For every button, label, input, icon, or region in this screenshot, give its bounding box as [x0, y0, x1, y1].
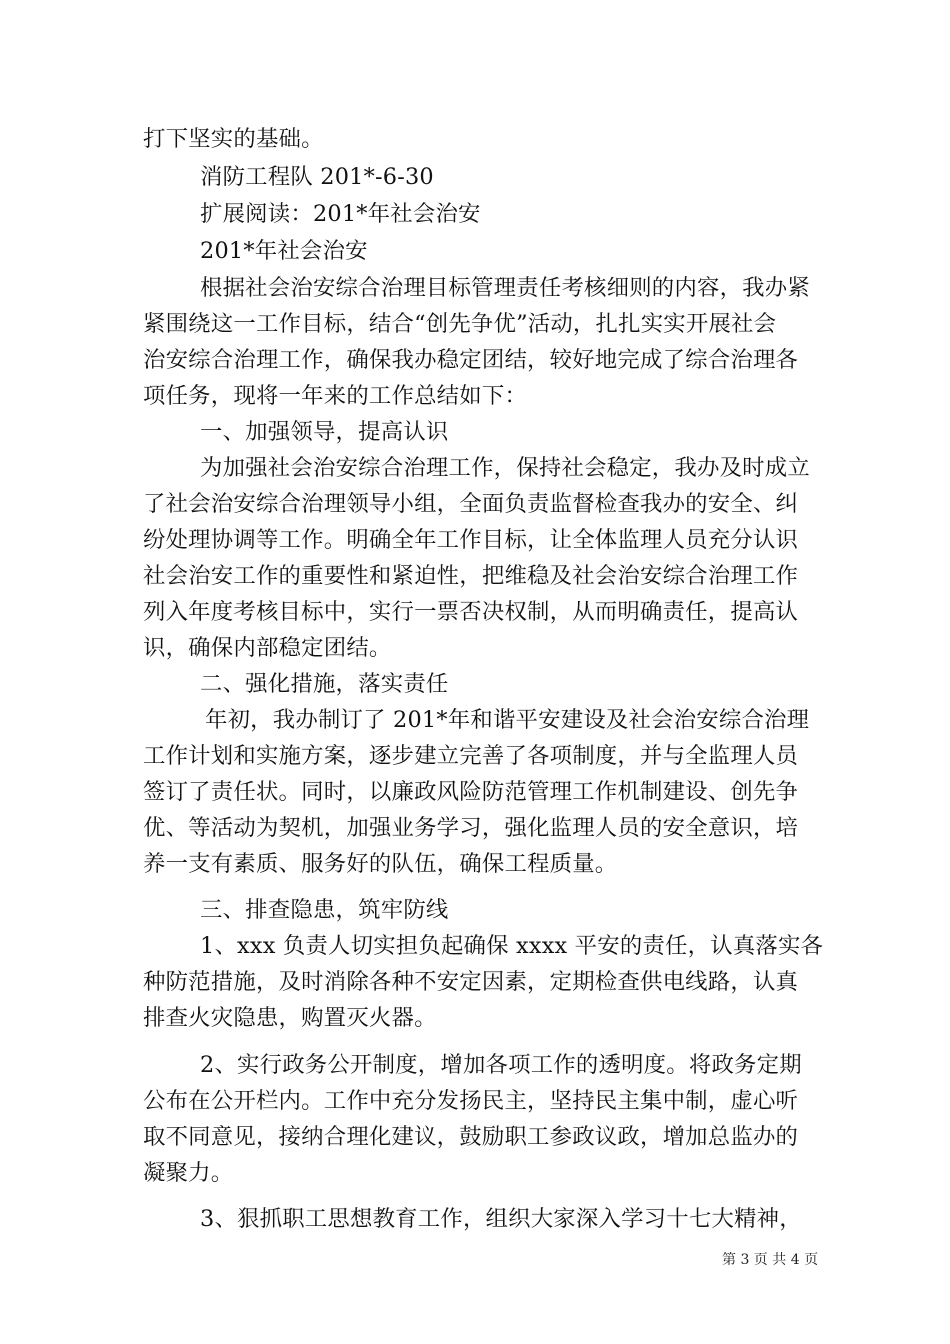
text-line: 治安综合治理工作，确保我办稳定团结，较好地完成了综合治理各 [143, 347, 799, 373]
text-line: 纷处理协调等工作。明确全年工作目标，让全体监理人员充分认识 [143, 527, 799, 553]
text-line: 扩展阅读：201*年社会治安 [200, 201, 481, 227]
text-line: 排查火灾隐患，购置灭火器。 [143, 1005, 437, 1031]
section-heading: 三、排查隐患，筑牢防线 [200, 897, 449, 923]
text-line: 凝聚力。 [143, 1160, 234, 1186]
text-line: 工作计划和实施方案，逐步建立完善了各项制度，并与全监理人员 [143, 743, 799, 769]
text-line: 种防范措施，及时消除各种不安定因素，定期检查供电线路，认真 [143, 969, 799, 995]
page-number-footer: 第 3 页 共 4 页 [722, 1252, 819, 1268]
text-line: 社会治安工作的重要性和紧迫性，把维稳及社会治安综合治理工作 [143, 563, 799, 589]
text-line: 消防工程队 201*-6-30 [200, 164, 434, 190]
text-line: 打下坚实的基础。 [143, 126, 324, 152]
text-line: 为加强社会治安综合治理工作，保持社会稳定，我办及时成立 [200, 455, 810, 481]
section-heading: 一、加强领导，提高认识 [200, 419, 449, 445]
text-line: 识，确保内部稳定团结。 [143, 635, 392, 661]
text-line: 公布在公开栏内。工作中充分发扬民主，坚持民主集中制，虚心听 [143, 1088, 799, 1114]
text-line: 项任务，现将一年来的工作总结如下： [143, 383, 528, 409]
text-line: 年初，我办制订了 201*年和谐平安建设及社会治安综合治理 [205, 707, 810, 733]
text-line: 了社会治安综合治理领导小组，全面负责监督检查我办的安全、纠 [143, 491, 799, 517]
text-line: 紧围绕这一工作目标，结合“创先争优”活动，扎扎实实开展社会 [143, 311, 777, 337]
text-line: 优、等活动为契机，加强业务学习，强化监理人员的安全意识，培 [143, 815, 799, 841]
section-heading: 二、强化措施，落实责任 [200, 671, 449, 697]
text-line: 201*年社会治安 [200, 238, 368, 264]
text-line: 养一支有素质、服务好的队伍，确保工程质量。 [143, 851, 618, 877]
text-line: 1、xxx 负责人切实担负起确保 xxxx 平安的责任，认真落实各 [200, 933, 824, 959]
text-line: 2、实行政务公开制度，增加各项工作的透明度。将政务定期 [200, 1052, 802, 1078]
text-line: 根据社会治安综合治理目标管理责任考核细则的内容，我办紧 [200, 275, 810, 301]
text-line: 取不同意见，接纳合理化建议，鼓励职工参政议政，增加总监办的 [143, 1124, 799, 1150]
text-line: 3、狠抓职工思想教育工作，组织大家深入学习十七大精神， [200, 1206, 802, 1232]
text-line: 签订了责任状。同时，以廉政风险防范管理工作机制建设、创先争 [143, 779, 799, 805]
text-line: 列入年度考核目标中，实行一票否决权制，从而明确责任，提高认 [143, 599, 799, 625]
